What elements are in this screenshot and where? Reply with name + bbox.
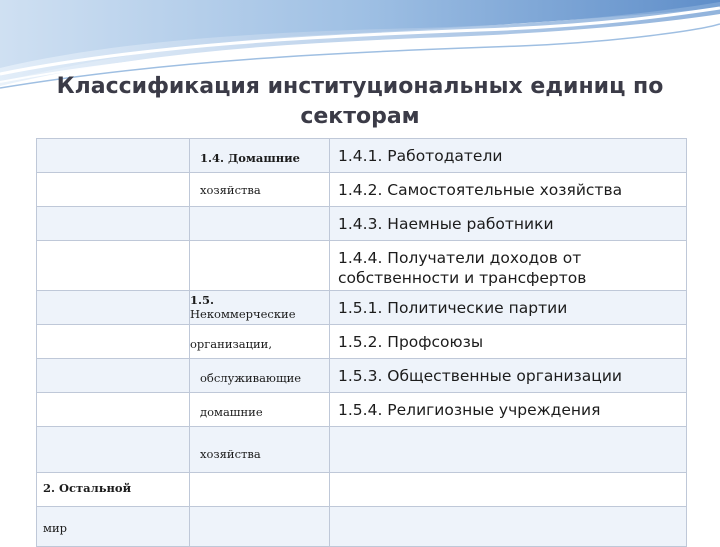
subsector-1-4-2: 1.4.2. Самостоятельные хозяйства <box>330 173 687 207</box>
sector-classification-table <box>36 138 687 547</box>
table-row <box>37 139 687 173</box>
subsector-1-5-3: 1.5.3. Общественные организации <box>330 359 687 393</box>
sector-label-1-5-line6: хозяйства <box>190 427 330 473</box>
subsector-1-4-1: 1.4.1. Работодатели <box>330 139 687 173</box>
table-row <box>37 207 687 241</box>
subsector-1-4-3: 1.4.3. Наемные работники <box>330 207 687 241</box>
subsector-1-5-4: 1.5.4. Религиозные учреждения <box>330 393 687 427</box>
table-row <box>37 359 687 393</box>
sector-label-1-5-line5: домашние <box>190 393 330 427</box>
subsector-1-4-4: 1.4.4. Получатели доходов от собственности и трансфертов <box>330 241 687 291</box>
sector-label-1-5-line2: Некоммерческие <box>190 307 296 321</box>
sector-label-1-5-line4: обслуживающие <box>190 359 330 393</box>
table-row <box>37 507 687 547</box>
table-row <box>37 427 687 473</box>
sector-label-1-5 <box>190 291 330 325</box>
table-row <box>37 291 687 325</box>
page-title: Классификация институциональных единиц по секторам <box>56 74 664 129</box>
sector-label-1-5-line3: организации, <box>190 325 330 359</box>
subsector-1-5-2: 1.5.2. Профсоюзы <box>330 325 687 359</box>
sector-label-2-line2: мир <box>37 507 190 547</box>
table-row <box>37 241 687 291</box>
table-row <box>37 393 687 427</box>
sector-label-2-line1: 2. Остальной <box>37 473 190 507</box>
sector-label-1-5-line1: 1.5. <box>190 293 215 307</box>
table-row <box>37 325 687 359</box>
sector-label-1-4-line1: 1.4. Домашние <box>190 139 330 173</box>
subsector-1-5-1: 1.5.1. Политические партии <box>330 291 687 325</box>
table-row <box>37 173 687 207</box>
table-row <box>37 473 687 507</box>
sector-label-1-4-line2: хозяйства <box>190 173 330 207</box>
